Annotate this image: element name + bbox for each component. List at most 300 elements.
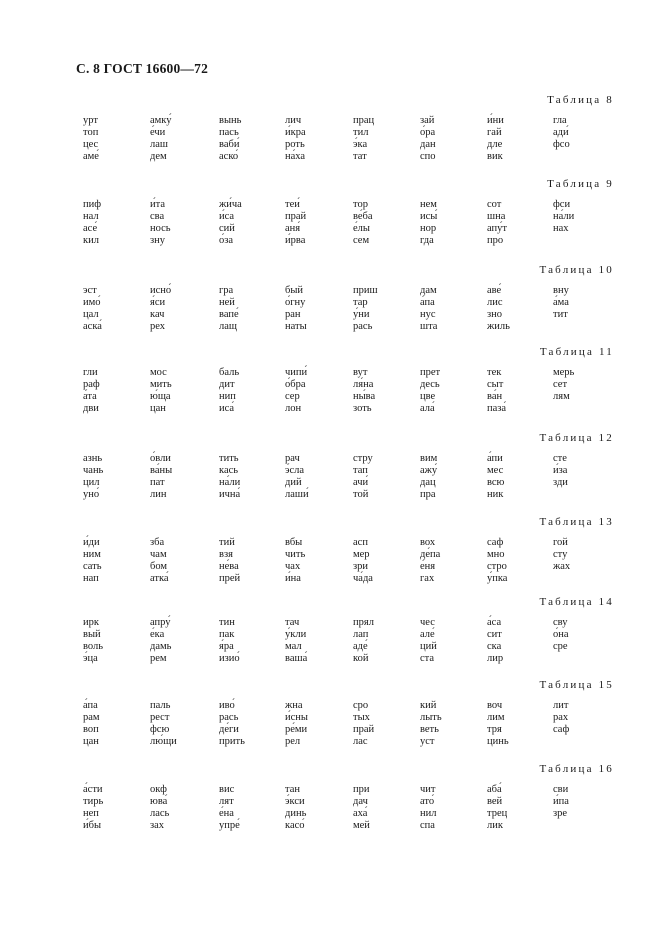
syllable-word: десь — [420, 379, 440, 390]
syllable-word: ник — [487, 489, 504, 500]
syllable-word: и́ди — [83, 537, 100, 548]
syllable-word: кий — [420, 700, 437, 711]
syllable-word: и́рва — [285, 235, 306, 246]
syllable-word: зно — [487, 309, 503, 320]
syllable-word: воль — [83, 641, 104, 652]
word-table — [0, 94, 662, 174]
word-column — [285, 199, 306, 247]
syllable-word: дви — [83, 403, 99, 414]
syllable-word: пиф — [83, 199, 102, 210]
word-column — [553, 700, 569, 736]
syllable-word: тий — [219, 537, 235, 548]
syllable-word: тить — [219, 453, 239, 464]
syllable-word: сер — [285, 391, 300, 402]
syllable-word: нор — [420, 223, 437, 234]
word-column — [150, 784, 169, 832]
syllable-word: дач — [353, 796, 368, 807]
syllable-word: кой — [353, 653, 369, 664]
syllable-word: лик — [487, 820, 503, 831]
syllable-word: дий — [285, 477, 302, 488]
syllable-word: лаш — [150, 139, 168, 150]
syllable-word: сте — [553, 453, 567, 464]
syllable-word: ны́ва — [353, 391, 376, 402]
word-column — [219, 453, 240, 501]
syllable-word: а́па — [420, 297, 435, 308]
syllable-word: амку́ — [150, 115, 172, 126]
syllable-word: жи́ча — [219, 199, 242, 210]
word-column — [150, 199, 171, 247]
syllable-word: нил — [420, 808, 437, 819]
syllable-word: жиль — [487, 321, 510, 332]
syllable-word: мес — [487, 465, 504, 476]
syllable-word: лич — [285, 115, 302, 126]
syllable-word: асп — [353, 537, 368, 548]
word-column — [553, 367, 574, 403]
syllable-word: сву — [553, 617, 568, 628]
syllable-word: я́си — [150, 297, 166, 308]
syllable-word: на́ли — [219, 477, 241, 488]
word-table — [0, 264, 662, 344]
syllable-word: и́са — [219, 211, 235, 222]
syllable-word: дем — [150, 151, 167, 162]
word-column — [420, 784, 436, 832]
syllable-word: сыт — [487, 379, 504, 390]
syllable-word: чес — [420, 617, 435, 628]
syllable-word: аско́ — [219, 151, 239, 162]
word-column — [487, 784, 507, 832]
syllable-word: гли — [83, 367, 98, 378]
word-column — [83, 617, 103, 665]
syllable-word: зди — [553, 477, 568, 488]
syllable-word: гда — [420, 235, 434, 246]
syllable-word: вик — [487, 151, 503, 162]
word-column — [219, 784, 240, 832]
word-column — [487, 617, 503, 665]
syllable-word: иса́ — [219, 403, 235, 414]
syllable-word: е́ня — [420, 561, 436, 572]
word-column — [83, 784, 103, 832]
syllable-word: прет — [420, 367, 441, 378]
syllable-word: нем — [420, 199, 437, 210]
word-column — [353, 784, 370, 832]
syllable-word: азнь — [83, 453, 103, 464]
syllable-word: касо́ — [285, 820, 305, 831]
word-column — [353, 617, 374, 665]
syllable-word: ста — [420, 653, 435, 664]
syllable-word: цан — [150, 403, 166, 414]
syllable-word: мос — [150, 367, 167, 378]
word-column — [553, 199, 574, 235]
syllable-word: саф — [487, 537, 504, 548]
table-caption: Таблица 11 — [539, 346, 614, 358]
syllable-word: рась — [219, 712, 239, 723]
syllable-word: всю — [487, 477, 505, 488]
word-column — [219, 367, 239, 415]
syllable-word: гра — [219, 285, 234, 296]
syllable-word: цал — [83, 309, 99, 320]
syllable-word: о́гну — [285, 297, 306, 308]
syllable-word: э́ца — [83, 653, 98, 664]
word-column — [487, 199, 507, 247]
syllable-word: уно́ — [83, 489, 100, 500]
syllable-word: лир — [487, 653, 504, 664]
word-column — [553, 537, 570, 573]
syllable-word: вынь — [219, 115, 242, 126]
syllable-word: ваша́ — [285, 653, 308, 664]
syllable-word: сре — [553, 641, 568, 652]
syllable-word: лаши́ — [285, 489, 309, 500]
word-column — [83, 537, 102, 585]
syllable-word: цве — [420, 391, 436, 402]
syllable-word: зай — [420, 115, 435, 126]
syllable-word: лис — [487, 297, 503, 308]
word-column — [83, 700, 100, 748]
syllable-word: и́бы — [83, 820, 102, 831]
word-table — [0, 346, 662, 426]
syllable-word: тар — [353, 297, 368, 308]
syllable-word: дам — [420, 285, 437, 296]
syllable-word: ачи́ — [353, 477, 369, 488]
word-column — [150, 115, 172, 163]
syllable-word: зну — [150, 235, 166, 246]
syllable-word: у́ни — [353, 309, 370, 320]
syllable-word: а́пи — [487, 453, 503, 464]
syllable-word: и́та — [150, 199, 165, 210]
syllable-word: цан — [83, 736, 99, 747]
syllable-word: сро — [353, 700, 369, 711]
syllable-word: рах — [553, 712, 569, 723]
syllable-word: мей — [353, 820, 370, 831]
word-column — [487, 453, 504, 501]
syllable-word: ре́ми — [285, 724, 308, 735]
syllable-word: аве́ — [487, 285, 502, 296]
syllable-word: про — [487, 235, 504, 246]
syllable-word: аска́ — [83, 321, 102, 332]
syllable-word: я́ра — [219, 641, 234, 652]
syllable-word: тых — [353, 712, 370, 723]
syllable-word: исы́ — [420, 211, 438, 222]
word-column — [353, 285, 378, 333]
syllable-word: стро — [487, 561, 507, 572]
word-column — [420, 367, 440, 415]
word-column — [219, 537, 240, 585]
syllable-word: чить — [285, 549, 306, 560]
syllable-word: ля́на — [353, 379, 374, 390]
syllable-word: рам — [83, 712, 100, 723]
word-column — [353, 115, 374, 163]
syllable-word: лям — [553, 391, 570, 402]
syllable-word: спа — [420, 820, 435, 831]
syllable-word: э́ка — [353, 139, 368, 150]
word-column — [150, 700, 177, 748]
syllable-word: рех — [150, 321, 166, 332]
syllable-word: о́за — [219, 235, 234, 246]
syllable-word: о́бра — [285, 379, 306, 390]
syllable-word: воч — [487, 700, 503, 711]
syllable-word: э́кси — [285, 796, 305, 807]
syllable-word: рел — [285, 736, 301, 747]
syllable-word: е́лы — [353, 223, 370, 234]
word-column — [353, 700, 374, 748]
syllable-word: пат — [150, 477, 165, 488]
syllable-word: сет — [553, 379, 568, 390]
syllable-word: прац — [353, 115, 375, 126]
table-caption: Таблица 16 — [539, 763, 614, 775]
syllable-word: де́ги — [219, 724, 239, 735]
word-column — [219, 199, 242, 247]
syllable-word: ирк — [83, 617, 99, 628]
syllable-word: нип — [219, 391, 236, 402]
word-column — [285, 700, 308, 748]
syllable-word: гах — [420, 573, 435, 584]
syllable-word: пра — [420, 489, 436, 500]
syllable-word: паза́ — [487, 403, 507, 414]
syllable-word: апу́т — [487, 223, 507, 234]
word-column — [285, 453, 309, 501]
syllable-word: вый — [83, 629, 101, 640]
syllable-word: сит — [487, 629, 502, 640]
syllable-word: нап — [83, 573, 99, 584]
syllable-word: вбы — [285, 537, 303, 548]
syllable-word: пак — [219, 629, 235, 640]
syllable-word: теи́ — [285, 199, 300, 210]
syllable-word: аха́ — [353, 808, 368, 819]
syllable-word: сту — [553, 549, 568, 560]
syllable-word: окф — [150, 784, 167, 795]
syllable-word: вох — [420, 537, 436, 548]
table-caption: Таблица 13 — [539, 516, 614, 528]
syllable-word: вим — [420, 453, 438, 464]
syllable-word: а́са — [487, 617, 502, 628]
syllable-word: рась — [353, 321, 373, 332]
syllable-word: наты — [285, 321, 307, 332]
word-column — [285, 784, 306, 832]
syllable-word: рем — [150, 653, 167, 664]
syllable-word: ней — [219, 297, 235, 308]
syllable-word: приш — [353, 285, 378, 296]
syllable-word: и́на — [285, 573, 301, 584]
syllable-word: вапе́ — [219, 309, 239, 320]
syllable-word: дамь — [150, 641, 172, 652]
page-header: С. 8 ГОСТ 16600—72 — [76, 61, 209, 76]
syllable-word: имо́ — [83, 297, 101, 308]
syllable-word: у́кли — [285, 629, 307, 640]
syllable-word: е́на — [219, 808, 234, 819]
syllable-word: ве́ба — [353, 211, 373, 222]
table-caption: Таблица 9 — [547, 178, 614, 190]
syllable-word: жна — [285, 700, 303, 711]
syllable-word: нус — [420, 309, 436, 320]
table-caption: Таблица 12 — [539, 432, 614, 444]
syllable-word: аня́ — [285, 223, 301, 234]
syllable-word: тан — [285, 784, 300, 795]
syllable-word: взя — [219, 549, 233, 560]
word-column — [553, 115, 570, 151]
word-column — [487, 700, 509, 748]
syllable-word: аме́ — [83, 151, 99, 162]
syllable-word: гай — [487, 127, 502, 138]
word-column — [487, 285, 510, 333]
syllable-word: при — [353, 784, 370, 795]
syllable-word: ваби́ — [219, 139, 240, 150]
syllable-word: бый — [285, 285, 304, 296]
word-column — [420, 537, 440, 585]
syllable-word: чах — [285, 561, 301, 572]
syllable-word: прей — [219, 573, 241, 584]
word-column — [487, 537, 507, 585]
syllable-word: ций — [420, 641, 437, 652]
syllable-word: тор — [353, 199, 368, 210]
syllable-word: цил — [83, 477, 100, 488]
syllable-word: динь — [285, 808, 307, 819]
syllable-word: нал — [83, 211, 99, 222]
syllable-word: сва — [150, 211, 165, 222]
syllable-word: и́па — [553, 796, 569, 807]
syllable-word: ади́ — [553, 127, 569, 138]
table-caption: Таблица 15 — [539, 679, 614, 691]
syllable-word: неп — [83, 808, 99, 819]
syllable-word: ала́ — [420, 403, 435, 414]
syllable-word: баль — [219, 367, 240, 378]
syllable-word: стру — [353, 453, 373, 464]
syllable-word: о́вли — [150, 453, 171, 464]
syllable-word: раф — [83, 379, 100, 390]
syllable-word: и́сны — [285, 712, 308, 723]
word-column — [420, 285, 437, 333]
word-table — [0, 516, 662, 596]
syllable-word: воп — [83, 724, 99, 735]
syllable-word: исно́ — [150, 285, 172, 296]
syllable-word: чипи́ — [285, 367, 308, 378]
syllable-word: и́ни — [487, 115, 504, 126]
syllable-word: е́ка — [150, 629, 165, 640]
syllable-word: лят — [219, 796, 234, 807]
syllable-word: ато́ — [420, 796, 435, 807]
table-caption: Таблица 14 — [539, 596, 614, 608]
word-column — [353, 367, 375, 415]
syllable-word: ска — [487, 641, 502, 652]
syllable-word: лим — [487, 712, 505, 723]
syllable-word: рач — [285, 453, 300, 464]
syllable-word: де́па — [420, 549, 441, 560]
word-column — [150, 537, 169, 585]
syllable-word: ична́ — [219, 489, 241, 500]
word-column — [420, 700, 442, 748]
word-column — [285, 537, 305, 585]
word-column — [285, 285, 307, 333]
word-column — [487, 367, 506, 415]
syllable-word: чам — [150, 549, 167, 560]
word-column — [285, 617, 307, 665]
syllable-word: мно — [487, 549, 505, 560]
syllable-word: изио́ — [219, 653, 240, 664]
syllable-word: нах — [553, 223, 569, 234]
syllable-word: гла — [553, 115, 567, 126]
syllable-word: бом — [150, 561, 168, 572]
word-column — [219, 700, 245, 748]
syllable-word: мер — [353, 549, 370, 560]
syllable-word: ча́да — [353, 573, 373, 584]
syllable-word: шта — [420, 321, 438, 332]
syllable-word: ран — [285, 309, 301, 320]
syllable-word: сий — [219, 223, 235, 234]
table-caption: Таблица 8 — [547, 94, 614, 106]
syllable-word: саф — [553, 724, 570, 735]
syllable-word: прай — [285, 211, 307, 222]
syllable-word: а́па — [83, 700, 98, 711]
syllable-word: чань — [83, 465, 104, 476]
syllable-word: тек — [487, 367, 502, 378]
word-column — [83, 453, 103, 501]
word-column — [420, 453, 437, 501]
word-column — [83, 367, 100, 415]
syllable-word: уст — [420, 736, 435, 747]
syllable-word: прял — [353, 617, 374, 628]
table-caption: Таблица 10 — [539, 264, 614, 276]
word-column — [150, 285, 171, 333]
word-column — [83, 115, 99, 163]
syllable-word: тирь — [83, 796, 104, 807]
syllable-word: тат — [353, 151, 367, 162]
syllable-word: вут — [353, 367, 368, 378]
syllable-word: лин — [150, 489, 167, 500]
syllable-word: э́сла — [285, 465, 305, 476]
word-column — [553, 453, 568, 489]
word-column — [353, 453, 373, 501]
syllable-word: лап — [353, 629, 369, 640]
word-column — [83, 199, 101, 247]
syllable-word: пась — [219, 127, 239, 138]
syllable-word: вей — [487, 796, 503, 807]
syllable-word: але́ — [420, 629, 435, 640]
syllable-word: о́ра — [420, 127, 436, 138]
syllable-word: жах — [553, 561, 571, 572]
word-table — [0, 763, 662, 843]
syllable-word: фсю — [150, 724, 170, 735]
syllable-word: мал — [285, 641, 302, 652]
syllable-word: эст — [83, 285, 97, 296]
syllable-word: апру́ — [150, 617, 171, 628]
syllable-word: сать — [83, 561, 102, 572]
syllable-word: на́ха — [285, 151, 306, 162]
syllable-word: фси — [553, 199, 571, 210]
syllable-word: урт — [83, 115, 98, 126]
syllable-word: лыть — [420, 712, 442, 723]
syllable-word: и́за — [553, 465, 568, 476]
syllable-word: дац — [420, 477, 436, 488]
syllable-word: сем — [353, 235, 370, 246]
syllable-word: роть — [285, 139, 305, 150]
word-column — [285, 367, 307, 415]
syllable-word: тря — [487, 724, 502, 735]
syllable-word: у́пка — [487, 573, 508, 584]
syllable-word: и́кра — [285, 127, 306, 138]
syllable-word: спо — [420, 151, 436, 162]
syllable-word: не́ва — [219, 561, 239, 572]
syllable-word: лю́щи — [150, 736, 177, 747]
syllable-word: вну — [553, 285, 569, 296]
syllable-word: цес — [83, 139, 99, 150]
syllable-word: цинь — [487, 736, 509, 747]
syllable-word: ажу́ — [420, 465, 438, 476]
syllable-word: тач — [285, 617, 300, 628]
word-table — [0, 596, 662, 676]
syllable-word: топ — [83, 127, 99, 138]
syllable-word: лас — [353, 736, 368, 747]
word-column — [285, 115, 306, 163]
syllable-word: тин — [219, 617, 235, 628]
syllable-word: нось — [150, 223, 171, 234]
